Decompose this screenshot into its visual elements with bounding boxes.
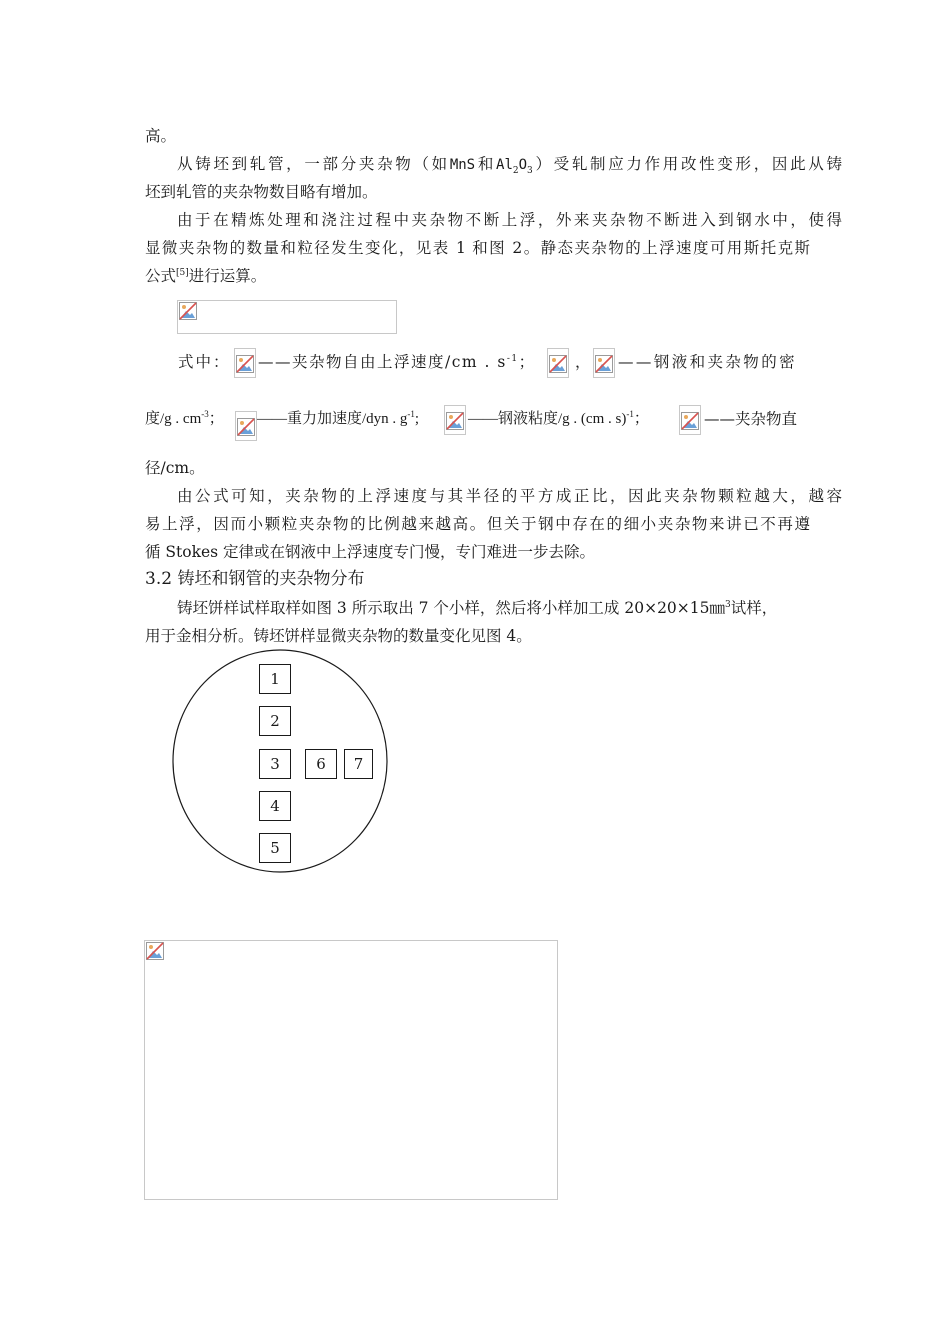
text-line: 从铸坯到轧管，一部分夹杂物（如MnS和$Al_2O_3$）受轧制应力作用改性变形，因此从铸 (177, 155, 842, 177)
variable-image-r (679, 405, 701, 435)
text-line: 径/cm。 (145, 459, 205, 477)
text-line: 易上浮，因而小颗粒夹杂物的比例越来越高。但关于钢中存在的细小夹杂物来讲已不再遵 (145, 515, 810, 533)
sample-box-4: 4 (259, 791, 291, 821)
text-line: 公式[5]进行运算。 (145, 267, 267, 285)
broken-image-icon (595, 355, 613, 373)
text-line: 由公式可知，夹杂物的上浮速度与其半径的平方成正比，因此夹杂物颗粒越大，越容 (177, 487, 842, 505)
broken-image-icon (681, 412, 699, 430)
variable-image-g (235, 411, 257, 441)
text-line: 用于金相分析。铸坯饼样显微夹杂物的数量变化见图 4。 (145, 627, 532, 645)
variable-image-rho-steel (547, 348, 569, 378)
formula-image (177, 300, 397, 334)
sample-box-7: 7 (344, 749, 373, 779)
sample-box-2: 2 (259, 706, 291, 736)
sample-box-3: 3 (259, 749, 291, 779)
paragraph-text: 高。 (145, 127, 177, 145)
variable-image-rho-inclusion (593, 348, 615, 378)
broken-image-icon (549, 355, 567, 373)
broken-image-icon (146, 942, 164, 960)
formula-legend-line: 度/g . $cm^{-3}$； ——重力加速度/dyn . $g^{-1}$; ——钢液粘度/g . (cm . s)$^{-1}$； ——夹杂物直 (145, 405, 810, 441)
broken-image-icon (236, 355, 254, 373)
section-heading: 3.2 铸坯和钢管的夹杂物分布 (145, 569, 365, 589)
variable-image-eta (444, 405, 466, 435)
text-line: 循 Stokes 定律或在钢液中上浮速度专门慢，专门难进一步去除。 (145, 543, 596, 561)
text-line: 坯到轧管的夹杂物数目略有增加。 (145, 183, 378, 201)
citation-ref: [5] (176, 267, 189, 278)
broken-image-icon (446, 412, 464, 430)
sampling-diagram (171, 648, 389, 874)
variable-image-v (234, 348, 256, 378)
text-line: 由于在精炼处理和浇注过程中夹杂物不断上浮，外来夹杂物不断进入到钢水中，使得 (177, 211, 842, 229)
sample-box-1: 1 (259, 664, 291, 694)
broken-image-icon (237, 418, 255, 436)
text-line (145, 125, 810, 147)
sample-box-6: 6 (305, 749, 337, 779)
figure-image (144, 940, 558, 1200)
formula-legend-line: 式中： ——夹杂物自由上浮速度/cm . $s^{-1}$； ， ——钢液和夹杂物的密 (145, 348, 810, 384)
text-line: 显微夹杂物的数量和粒径发生变化，见表 1 和图 2。静态夹杂物的上浮速度可用斯托克斯 (145, 239, 810, 257)
text-line: 铸坯饼样试样取样如图 3 所示取出 7 个小样，然后将小样加工成 20×20×15㎜$^3$试样， (177, 599, 778, 617)
broken-image-icon (179, 302, 197, 320)
sample-box-5: 5 (259, 833, 291, 863)
